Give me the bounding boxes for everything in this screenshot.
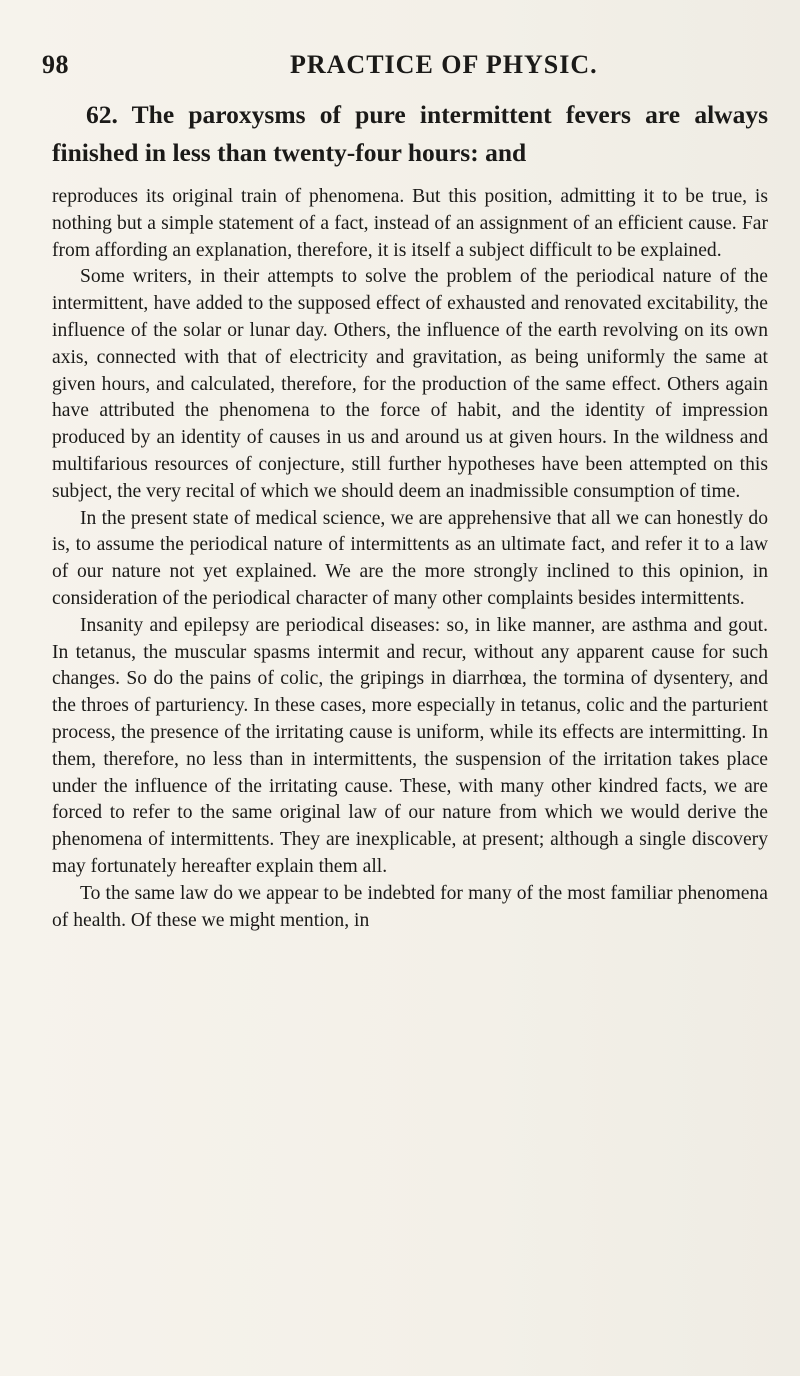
- paragraph-present-state: In the present state of medical science, we are apprehensive that all we can honestly do is, to assume the periodical nature of intermittents as an ultimate fact, and refer it to a law of our nature not yet explained. We are the more strongly inclined to this opinion, in consideration of the periodical character of many other complaints besides intermittents.: [52, 507, 768, 609]
- running-head: PRACTICE OF PHYSIC.: [290, 50, 598, 79]
- section-62-lead: 62. The paroxysms of pure intermittent fevers are always finished in less than twenty-four hours: and: [52, 100, 768, 167]
- page-header: [40, 50, 760, 84]
- paragraph-writers-hypotheses: Some writers, in their attempts to solve the problem of the periodical nature of the intermittent, have added to the supposed effect of exhausted and renovated excitability, the influence of the solar or lunar day. Others, the influence of the earth revolving on its own axis, connected with that of electricity and gravitation, as being uniformly the same at given hours, and calculated, therefore, for the production of the same effect. Others again have attributed the phenomena to the force of habit, and the identity of impression produced by an identity of causes in us and around us at given hours. In the wildness and multifarious resources of conjecture, still further hypotheses have been attempted on this subject, the very recital of which we should deem an inadmissible consumption of time.: [52, 266, 768, 502]
- paragraph-periodical-diseases: Insanity and epilepsy are periodical diseases: so, in like manner, are asthma and gout. In tetanus, the muscular spasms intermit and recur, without any apparent cause for such changes. So do the pains of colic, the gripings in diarrhœa, the tormina of dysentery, and the throes of parturiency. In these cases, more especially in tetanus, colic and the parturient process, the presence of the irritating cause is uniform, while its effects are intermitting. In them, therefore, no less than in intermittents, the suspension of the irritation takes place under the influence of the irritating cause. These, with many other kindred facts, we are forced to refer to the same original law of our nature from which we would derive the phenomena of intermittents. They are inexplicable, at present; although a single discovery may fortunately hereafter explain them all.: [52, 614, 768, 877]
- body-text: [52, 184, 768, 934]
- page-number: 98: [42, 50, 69, 79]
- paragraph-continuation: reproduces its original train of phenomena. But this position, admitting it to be true, is nothing but a simple statement of a fact, instead of an assignment of an efficient cause. Far from affording an explanation, therefore, it is itself a subject difficult to be explained.: [52, 186, 768, 261]
- paragraph-same-law: To the same law do we appear to be indebted for many of the most familiar phenomena of health. Of these we might mention, in: [52, 882, 768, 931]
